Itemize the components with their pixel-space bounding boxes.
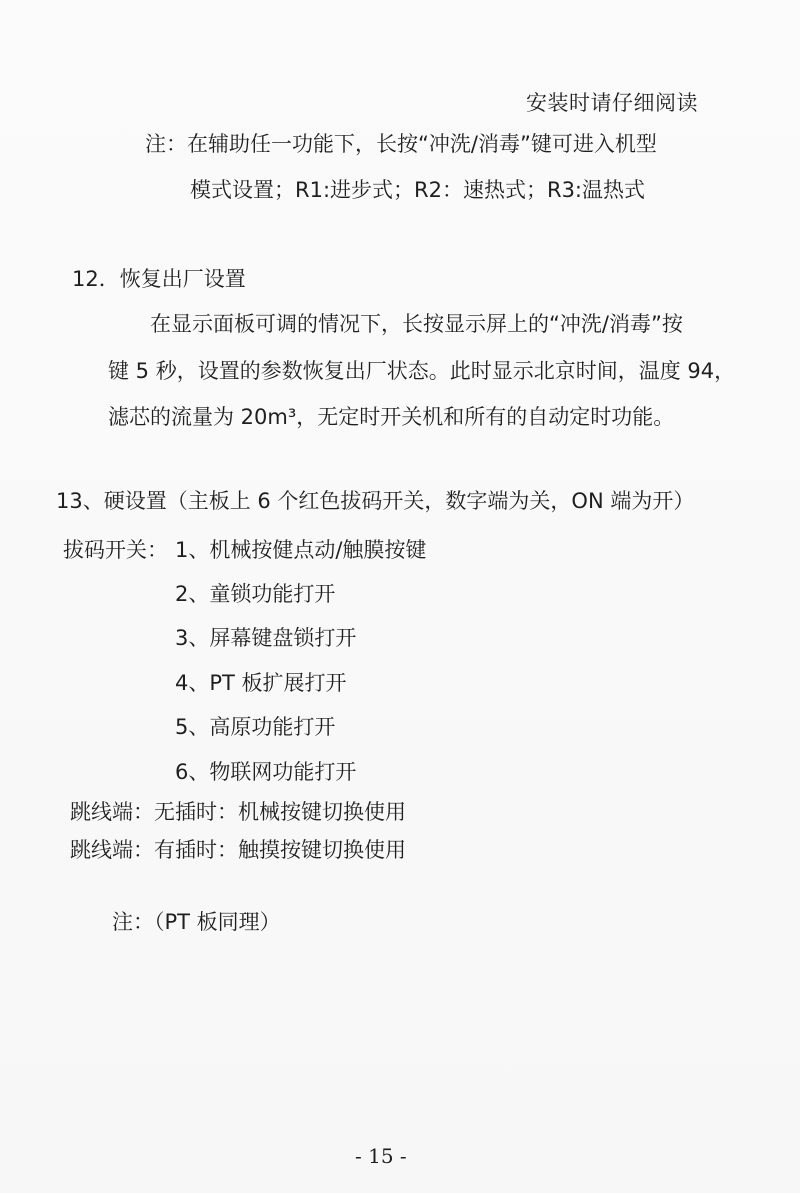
pt-board-note: 注：（PT 板同理） (112, 910, 281, 934)
reading-note-header: 安装时请仔细阅读 (526, 91, 698, 115)
section-12-paragraph-line-2: 键 5 秒，设置的参数恢复出厂状态。此时显示北京时间，温度 94， (108, 359, 736, 383)
section-12-paragraph-line-1: 在显示面板可调的情况下，长按显示屏上的“冲洗/消毒”按 (150, 312, 683, 336)
page-number: - 15 - (355, 1144, 407, 1168)
intro-note-line-1: 注：在辅助任一功能下，长按“冲洗/消毒”键可进入机型 (145, 132, 657, 156)
section-13-title: 13、硬设置（主板上 6 个红色拔码开关，数字端为关，ON 端为开） (56, 489, 695, 513)
dip-switch-label: 拔码开关： (63, 538, 168, 562)
jumper-line-2: 跳线端：有插时：触摸按键切换使用 (70, 838, 406, 862)
dip-switch-item-4: 4、PT 板扩展打开 (175, 671, 347, 695)
jumper-line-1: 跳线端：无插时：机械按键切换使用 (70, 800, 406, 824)
section-12-title: 12．恢复出厂设置 (72, 267, 246, 291)
section-12-paragraph-line-3: 滤芯的流量为 20m³，无定时开关机和所有的自动定时功能。 (108, 405, 675, 429)
dip-switch-item-2: 2、童锁功能打开 (175, 582, 336, 606)
intro-note-line-2: 模式设置；R1:进步式；R2：速热式；R3:温热式 (190, 178, 646, 202)
dip-switch-item-6: 6、物联网功能打开 (175, 760, 357, 784)
dip-switch-item-3: 3、屏幕键盘锁打开 (175, 626, 357, 650)
dip-switch-item-5: 5、高原功能打开 (175, 715, 336, 739)
dip-switch-item-1: 1、机械按健点动/触膜按键 (175, 538, 427, 562)
